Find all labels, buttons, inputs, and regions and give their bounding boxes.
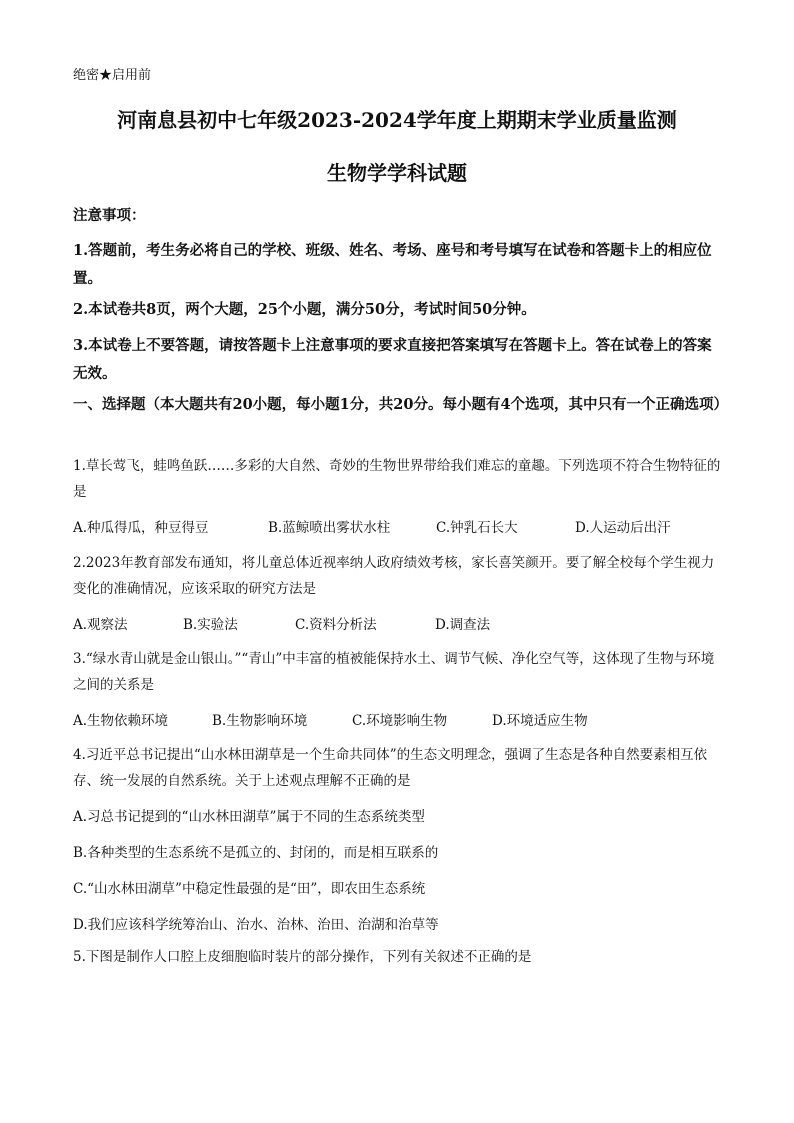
question-2-stem: 2.2023年教育部发布通知，将儿童总体近视率纳人政府绩效考核，家长喜笑颜开。要了解全校每个学生视力变化的准确情况，应该采取的研究方法是 xyxy=(73,555,715,597)
q2-option-c: C.资料分析法 xyxy=(295,617,377,633)
exam-title: 河南息县初中七年级2023-2024学年度上期期末学业质量监测 xyxy=(117,108,677,132)
question-5-stem: 5.下图是制作人口腔上皮细胞临时装片的部分操作，下列有关叙述不正确的是 xyxy=(73,949,532,965)
q4-option-b: B.各种类型的生态系统不是孤立的、封闭的，而是相互联系的 xyxy=(73,845,439,861)
question-4-stem: 4.习近平总书记提出“山水林田湖草是一个生命共同体”的生态文明理念，强调了生态是各种自然要素相互依存、统一发展的自然系统。关于上述观点理解不正确的是 xyxy=(73,747,708,789)
q2-option-a: A.观察法 xyxy=(73,617,128,633)
question-3-stem: 3.“绿水青山就是金山银山。”“青山”中丰富的植被能保持水土、调节气候、净化空气等，这体现了生物与环境之间的关系是 xyxy=(73,651,715,693)
q4-option-a: A.习总书记提到的“山水林田湖草”属于不同的生态系统类型 xyxy=(73,809,425,825)
exam-subtitle: 生物学学科试题 xyxy=(327,161,467,185)
q3-option-a: A.生物依赖环境 xyxy=(73,713,169,729)
q1-option-d: D.人运动后出汗 xyxy=(575,520,671,536)
q4-option-d: D.我们应该科学统筹治山、治水、治林、治田、治湖和治草等 xyxy=(73,917,439,933)
q4-option-c: C.“山水林田湖草”中稳定性最强的是“田”，即农田生态系统 xyxy=(73,881,426,897)
notice-item-3: 3.本试卷上不要答题，请按答题卡上注意事项的要求直接把答案填写在答题卡上。答在试卷上的答案无效。 xyxy=(73,337,712,382)
notice-heading: 注意事项： xyxy=(73,207,146,224)
q3-option-c: C.环境影响生物 xyxy=(352,713,448,729)
question-2-options xyxy=(73,613,723,637)
q2-option-b: B.实验法 xyxy=(183,617,238,633)
q1-option-a: A.种瓜得瓜，种豆得豆 xyxy=(73,520,209,536)
q2-option-d: D.调查法 xyxy=(435,617,491,633)
q1-option-b: B.蓝鲸喷出雾状水柱 xyxy=(268,520,391,536)
question-1-stem: 1.草长莺飞，蛙鸣鱼跃……多彩的大自然、奇妙的生物世界带给我们难忘的童趣。下列选项不符合生物特征的是 xyxy=(73,458,721,500)
q3-option-b: B.生物影响环境 xyxy=(212,713,308,729)
notice-item-2: 2.本试卷共8页，两个大题，25个小题，满分50分，考试时间50分钟。 xyxy=(73,301,536,318)
notice-item-1: 1.答题前，考生务必将自己的学校、班级、姓名、考场、座号和考号填写在试卷和答题卡上的相应位置。 xyxy=(73,242,712,287)
q3-option-d: D.环境适应生物 xyxy=(492,713,588,729)
confidential-label: 绝密★启用前 xyxy=(73,68,152,83)
section-heading: 一、选择题（本大题共有20小题，每小题1分，共20分。每小题有4个选项，其中只有一个正确选项） xyxy=(73,396,729,413)
q1-option-c: C.钟乳石长大 xyxy=(436,520,518,536)
question-3-options xyxy=(73,709,723,733)
question-1-options xyxy=(73,516,723,540)
